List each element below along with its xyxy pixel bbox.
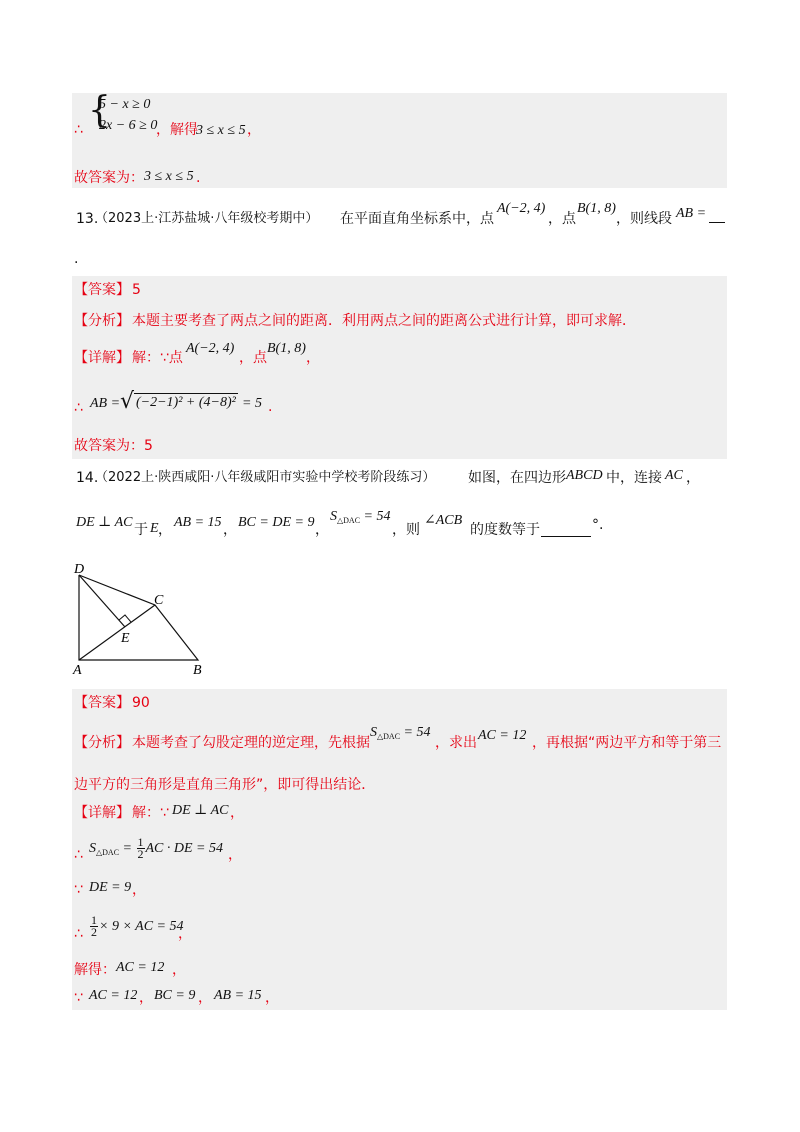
q14-stem-c: ， [686, 470, 700, 486]
figure-label-a: A [73, 663, 82, 678]
q13-detail-b: ，点 [239, 350, 267, 366]
q14-d6-sym: ∵ [74, 990, 83, 1006]
q13-detail-c: ， [306, 350, 320, 366]
q13-detail-tag: 【详解】 [74, 350, 130, 366]
q14-comma-3: ， [315, 522, 329, 538]
q14-angle: ∠ACB [424, 513, 463, 528]
q13-calc-lhs: AB = [90, 396, 121, 411]
q12-solution-box [72, 90, 727, 188]
q14-d4-den: 2 [91, 925, 97, 940]
q14-d6-c: AB = 15 [214, 988, 262, 1003]
solve-end: ， [247, 122, 261, 138]
q14-area-sub: △DAC [337, 516, 361, 525]
figure-label-c: C [154, 593, 164, 608]
q13-point-b: B(1, 8) [577, 201, 616, 216]
q14-d4-frac [90, 915, 98, 938]
answer-value: 3 ≤ x ≤ 5 [144, 169, 194, 184]
q14-d3-sym: ∵ [74, 882, 83, 898]
q13-answer-tag: 【答案】 [74, 282, 130, 298]
q14-d3-end: ， [132, 882, 146, 898]
q13-analysis-text: 本题主要考查了两点之间的距离．利用两点之间的距离公式进行计算，即可求解． [132, 313, 636, 329]
q14-analysis-d: 边平方的三角形是直角三角形”，即可得出结论． [74, 777, 376, 793]
q14-d6-end: ， [265, 990, 279, 1006]
q14-ab15: AB = 15 [174, 515, 222, 530]
solve-result: 3 ≤ x ≤ 5 [196, 123, 246, 138]
q14-area-val: = 54 [363, 509, 391, 524]
q14-analysis-area [370, 724, 431, 746]
q14-at-e: 于 [134, 522, 148, 538]
q14-deg-sign: °. [592, 517, 604, 533]
q13-stem-a: 在平面直角坐标系中，点 [340, 211, 494, 227]
system-line-2: 2x − 6 ≥ 0 [99, 118, 158, 133]
q14-d2-sym: ∴ [74, 847, 83, 863]
q14-d1: DE ⊥ AC [172, 803, 229, 818]
q14-d3: DE = 9 [89, 880, 132, 895]
q14-then: ，则 [392, 522, 420, 538]
q14-detail-intro: 解：∵ [132, 805, 169, 821]
q14-d4-sym: ∴ [74, 926, 83, 942]
q14-d6-b: BC = 9 [154, 988, 196, 1003]
q14-d5-label: 解得： [74, 962, 116, 978]
q14-d2-den: 2 [137, 847, 144, 862]
q14-e: E [150, 521, 159, 536]
q13-solution-box [72, 276, 727, 459]
q14-blank [541, 524, 591, 537]
q14-d2-eq: = [122, 841, 132, 856]
q13-analysis-tag: 【分析】 [74, 313, 130, 329]
q13-detail-point-a: A(−2, 4) [186, 341, 235, 356]
q14-d5: AC = 12 [116, 960, 165, 975]
q14-figure [70, 560, 220, 680]
system-brace: { [88, 90, 111, 131]
q14-d2-rest: AC · DE = 54 [145, 841, 223, 856]
q14-analysis-area-s: S [370, 725, 377, 740]
q13-point-a: A(−2, 4) [497, 201, 546, 216]
q13-calc-sqrt-sign: √ [120, 389, 135, 414]
q13-blank [709, 210, 725, 223]
q13-detail-a: 解：∵点 [132, 350, 183, 366]
q14-perp: DE ⊥ AC [76, 515, 133, 530]
q14-ac: AC [665, 468, 683, 483]
q14-analysis-area-sub: △DAC [377, 732, 401, 741]
q13-calc-therefore: ∴ [74, 400, 83, 416]
q13-calc-end: . [268, 399, 273, 415]
q13-end: . [74, 251, 79, 267]
q14-quad: ABCD [566, 468, 603, 483]
q14-d2-expr [89, 837, 223, 865]
q13-calc-radicand: (−2−1)² + (4−8)² [136, 395, 236, 410]
q14-d4-expr [89, 915, 183, 939]
q14-analysis-a: 本题考查了勾股定理的逆定理，先根据 [132, 735, 370, 751]
q14-solution-box [72, 689, 727, 1010]
q13-final-label: 故答案为： [74, 438, 144, 454]
q14-d2-frac [137, 837, 145, 860]
q14-d2-s: S [89, 841, 96, 856]
q14-stem-a: 如图，在四边形 [468, 470, 566, 486]
q14-area-s: S [330, 509, 337, 524]
q14-d5-end: ， [172, 962, 186, 978]
figure-label-d: D [74, 562, 85, 577]
q14-d4-rest: × 9 × AC = 54 [99, 919, 184, 934]
q14-d4-num: 1 [91, 913, 97, 928]
q14-d6-sep-2: ， [198, 990, 212, 1006]
q14-d6-a: AC = 12 [89, 988, 138, 1003]
q14-stem-b: 中，连接 [606, 470, 662, 486]
q14-d1-end: ， [230, 805, 244, 821]
q14-analysis-ac: AC = 12 [478, 728, 527, 743]
q14-area [330, 508, 391, 530]
q14-answer-value: 90 [132, 695, 150, 711]
answer-label: 故答案为： [74, 170, 144, 186]
q14-analysis-area-val: = 54 [403, 725, 431, 740]
system-line-1: 5 − x ≥ 0 [99, 97, 151, 112]
answer-end: . [196, 170, 201, 186]
figure-segment-de [79, 575, 125, 627]
q14-comma-1: ， [158, 522, 172, 538]
figure-label-e: E [121, 631, 130, 646]
q14-source: （2022上·陕西咸阳·八年级咸阳市实验中学校考阶段练习） [95, 470, 436, 485]
figure-right-angle-mark [119, 615, 131, 622]
q14-d2-end: ， [228, 847, 242, 863]
therefore-symbol: ∴ [74, 122, 83, 138]
q14-analysis-c: ，再根据“两边平方和等于第三 [532, 735, 722, 751]
q14-d2-num: 1 [137, 835, 144, 850]
q14-analysis-b: ，求出 [435, 735, 477, 751]
q13-answer-value: 5 [132, 282, 141, 298]
q14-degree-text: 的度数等于 [470, 522, 540, 538]
q14-d4-end: ， [178, 926, 192, 942]
q13-number: 13. [76, 211, 99, 227]
q14-number: 14. [76, 470, 99, 486]
q14-detail-tag: 【详解】 [74, 805, 130, 821]
q13-seg: AB = [676, 206, 707, 221]
q13-detail-point-b: B(1, 8) [267, 341, 306, 356]
q14-d6-sep-1: ， [139, 990, 153, 1006]
q14-bcde: BC = DE = 9 [238, 515, 315, 530]
figure-diagonal-ac [79, 605, 155, 660]
q13-stem-b: ，点 [548, 211, 576, 227]
q14-answer-tag: 【答案】 [74, 695, 130, 711]
q13-stem-c: ，则线段 [616, 211, 672, 227]
q14-comma-2: ， [223, 522, 237, 538]
q13-calc-rhs: = 5 [242, 396, 262, 411]
q13-final-value: 5 [144, 438, 153, 454]
figure-label-b: B [193, 663, 202, 678]
q14-analysis-tag: 【分析】 [74, 735, 130, 751]
q13-source: （2023上·江苏盐城·八年级校考期中） [95, 211, 319, 226]
q14-d2-sub: △DAC [96, 848, 120, 857]
solve-label: ，解得 [156, 122, 198, 138]
